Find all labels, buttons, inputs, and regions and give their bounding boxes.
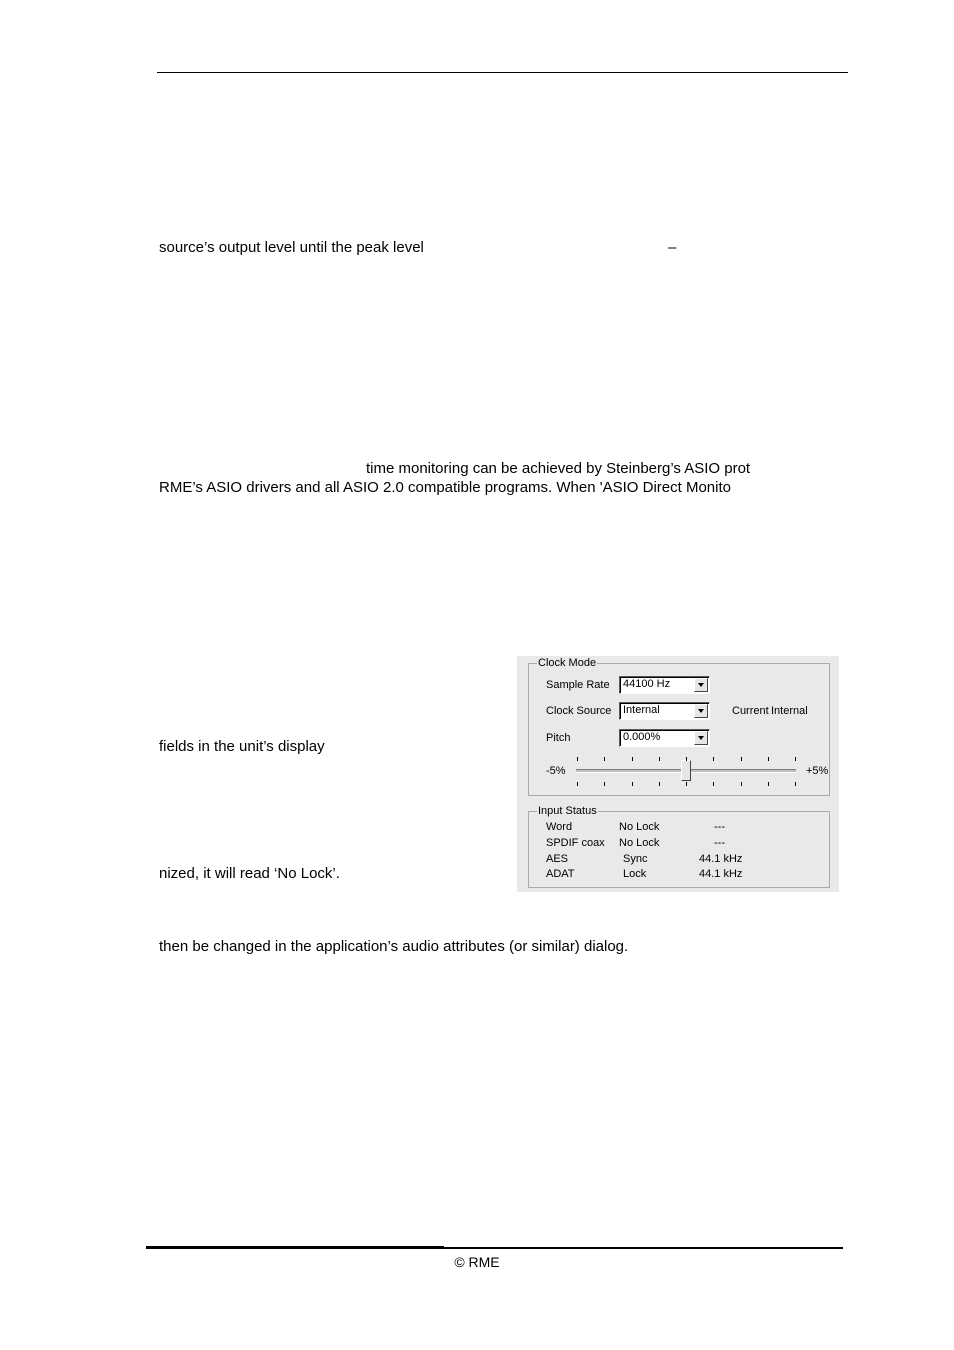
sample-rate-label: Sample Rate (546, 679, 610, 691)
chevron-down-icon[interactable] (694, 704, 708, 718)
sample-rate-value: 44100 Hz (623, 678, 671, 690)
status-freq-spdif: --- (714, 837, 725, 849)
status-freq-word: --- (714, 821, 725, 833)
slider-tick (768, 782, 769, 786)
slider-tick (577, 757, 578, 761)
slider-max-label: +5% (806, 765, 829, 777)
status-state-spdif: No Lock (619, 837, 660, 849)
clock-source-select[interactable] (619, 702, 710, 720)
status-state-word: No Lock (619, 821, 660, 833)
current-value: Internal (771, 705, 808, 717)
slider-tick (713, 782, 714, 786)
paragraph-no-lock: nized, it will read ‘No Lock’. (159, 865, 340, 882)
header-rule (157, 72, 848, 73)
footer-copyright: © RME (454, 1254, 500, 1270)
current-label: Current (732, 705, 769, 717)
chevron-down-icon[interactable] (694, 731, 708, 745)
input-status-title: Input Status (538, 805, 597, 817)
slider-tick (604, 782, 605, 786)
slider-tick (632, 782, 633, 786)
pitch-value: 0.000% (623, 731, 661, 743)
status-state-adat: Lock (623, 868, 647, 880)
clock-mode-title: Clock Mode (538, 657, 597, 669)
slider-tick (795, 757, 796, 761)
paragraph-dash: – (668, 239, 677, 256)
paragraph-asio-monitoring: time monitoring can be achieved by Steinberg’s ASIO prot (366, 460, 751, 477)
settings-panel (517, 656, 839, 892)
slider-tick (659, 782, 660, 786)
paragraph-asio-drivers: RME’s ASIO drivers and all ASIO 2.0 compatible programs. When 'ASIO Direct Monito (159, 479, 731, 496)
slider-tick (604, 757, 605, 761)
paragraph-peak-level: source’s output level until the peak level (159, 239, 424, 256)
slider-tick (659, 757, 660, 761)
paragraph-display-fields: fields in the unit’s display (159, 738, 325, 755)
status-name-adat: ADAT (546, 868, 575, 880)
slider-tick (795, 782, 796, 786)
status-freq-aes: 44.1 kHz (699, 853, 743, 865)
clock-source-label: Clock Source (546, 705, 612, 717)
status-name-aes: AES (546, 853, 569, 865)
sample-rate-select[interactable] (619, 676, 710, 694)
clock-source-value: Internal (623, 704, 660, 716)
status-name-spdif: SPDIF coax (546, 837, 605, 849)
slider-tick (577, 782, 578, 786)
footer-rule (146, 1247, 843, 1249)
slider-tick (768, 757, 769, 761)
slider-min-label: -5% (546, 765, 566, 777)
pitch-slider-thumb[interactable] (681, 760, 691, 781)
paragraph-audio-attributes: then be changed in the application’s audio attributes (or similar) dialog. (159, 938, 629, 955)
slider-tick (686, 757, 687, 761)
slider-tick (741, 782, 742, 786)
chevron-down-icon[interactable] (694, 678, 708, 692)
status-name-word: Word (546, 821, 573, 833)
slider-tick (713, 757, 714, 761)
status-state-aes: Sync (623, 853, 648, 865)
slider-tick (686, 782, 687, 786)
slider-tick (741, 757, 742, 761)
pitch-select[interactable] (619, 729, 710, 747)
status-freq-adat: 44.1 kHz (699, 868, 743, 880)
pitch-label: Pitch (546, 732, 571, 744)
slider-tick (632, 757, 633, 761)
